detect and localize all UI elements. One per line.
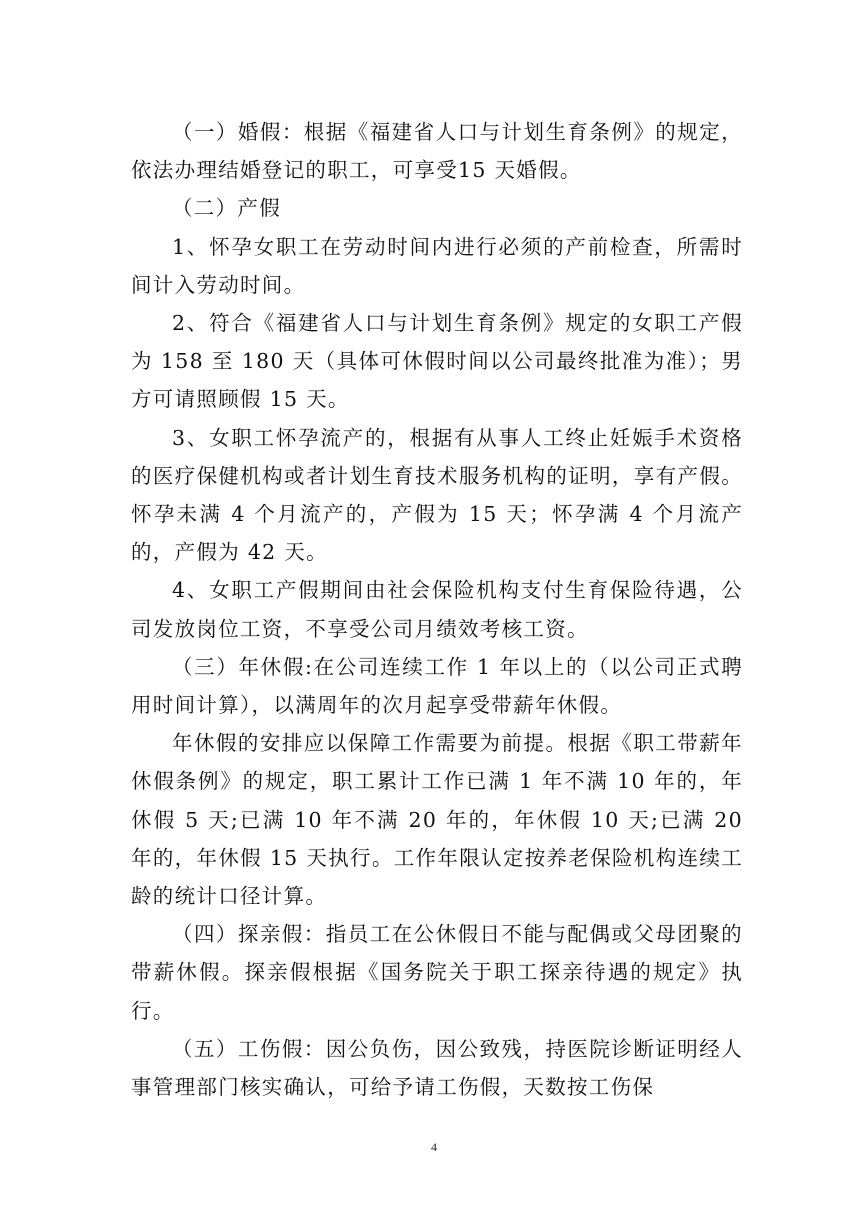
page-number: 4 <box>431 1140 437 1154</box>
paragraph-miscarriage-leave: 3、女职工怀孕流产的，根据有从事人工终止妊娠手术资格的医疗保健机构或者计划生育技术服务机构的证明，享有产假。怀孕未满 4 个月流产的，产假为 15 天；怀孕满 4 个月流产的，产假为 42 天。 <box>131 425 743 565</box>
paragraph-maternity-pay: 4、女职工产假期间由社会保险机构支付生育保险待遇，公司发放岗位工资，不享受公司月绩效考核工资。 <box>131 578 743 641</box>
paragraph-prenatal-check: 1、怀孕女职工在劳动时间内进行必须的产前检查，所需时间计入劳动时间。 <box>131 234 743 297</box>
document-body <box>131 113 743 1106</box>
paragraph-marriage-leave: （一）婚假：根据《福建省人口与计划生育条例》的规定，依法办理结婚登记的职工，可享受15 天婚假。 <box>131 120 743 183</box>
paragraph-work-injury-leave: （五）工伤假：因公负伤，因公致残，持医院诊断证明经人事管理部门核实确认，可给予请工伤假，天数按工伤保 <box>131 1036 743 1100</box>
paragraph-family-visit-leave: （四）探亲假：指员工在公休假日不能与配偶或父母团聚的带薪休假。探亲假根据《国务院关于职工探亲待遇的规定》执行。 <box>131 922 743 1023</box>
paragraph-maternity-duration: 2、符合《福建省人口与计划生育条例》规定的女职工产假为 158 至 180 天（具体可休假时间以公司最终批准为准）；男方可请照顾假 15 天。 <box>131 311 743 412</box>
heading-maternity-leave: （二）产假 <box>172 196 281 221</box>
paragraph-annual-leave-rules: 年休假的安排应以保障工作需要为前提。根据《职工带薪年休假条例》的规定，职工累计工作已满 1 年不满 10 年的，年休假 5 天;已满 10 年不满 20 年的，年休假 10 天;已满 20 年的，年休假 15 天执行。工作年限认定按养老保险机构连续工龄的统计口径计算。 <box>131 731 743 909</box>
paragraph-annual-leave: （三）年休假:在公司连续工作 1 年以上的（以公司正式聘用时间计算），以满周年的次月起享受带薪年休假。 <box>131 654 743 718</box>
